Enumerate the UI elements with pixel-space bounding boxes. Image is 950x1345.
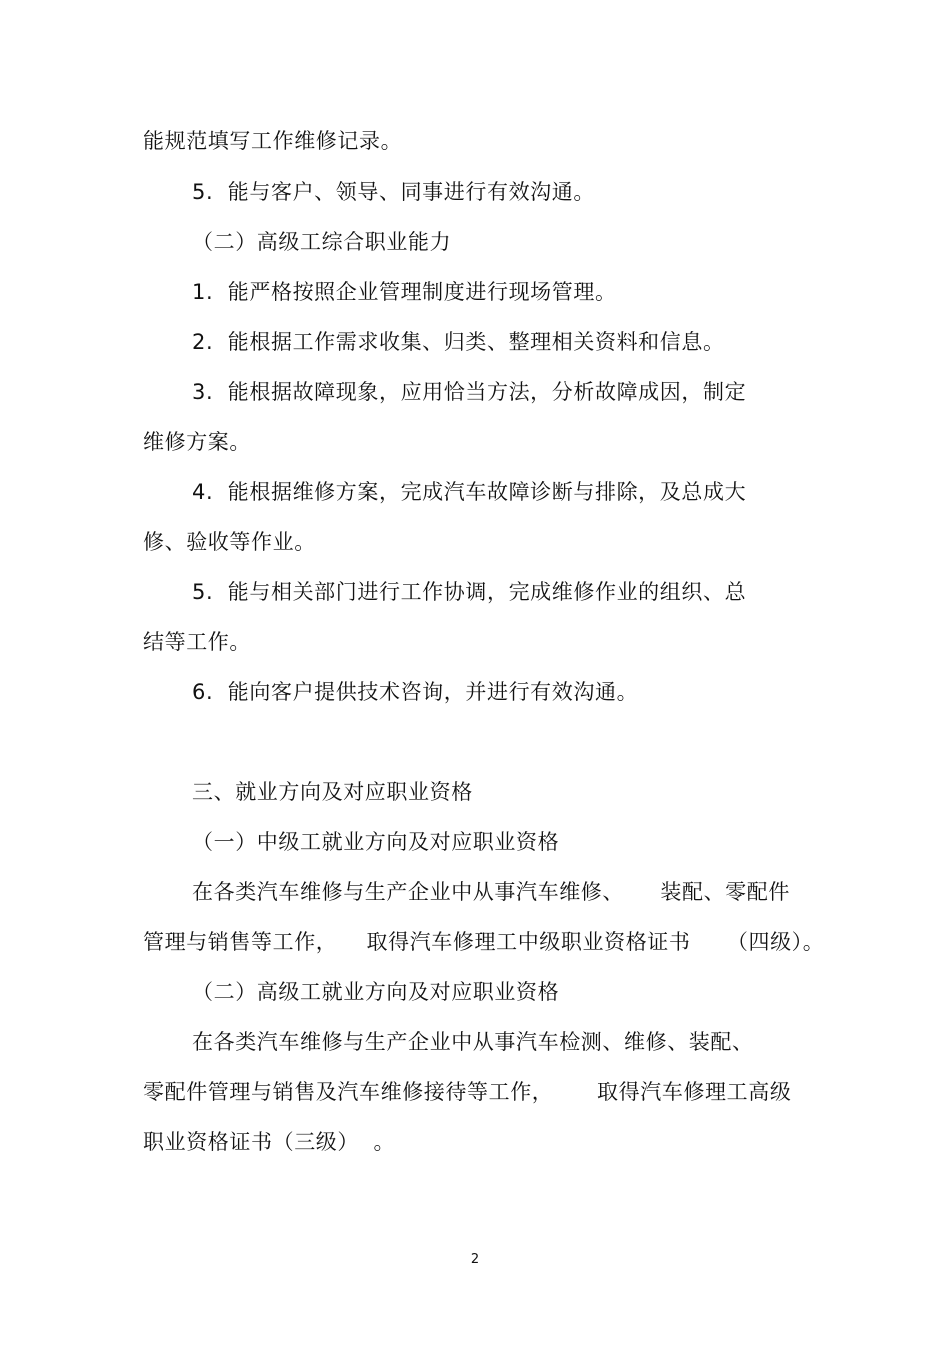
text-line-5: 2. 能根据工作需求收集、归类、整理相关资料和信息。 bbox=[192, 330, 725, 354]
text-line-8: 4. 能根据维修方案，完成汽车故障诊断与排除，及总成大 bbox=[192, 480, 747, 504]
text-line-16: 管理与销售等工作， 取得汽车修理工中级职业资格证书 （四级）。 bbox=[143, 930, 825, 954]
text-line-7: 维修方案。 bbox=[143, 430, 251, 454]
text-line-2: 5. 能与客户、领导、同事进行有效沟通。 bbox=[192, 180, 595, 204]
text-line-4: 1. 能严格按照企业管理制度进行现场管理。 bbox=[192, 280, 617, 304]
section-heading-employment: 三、就业方向及对应职业资格 bbox=[192, 780, 473, 804]
text-line-19: 零配件管理与销售及汽车维修接待等工作， 取得汽车修理工高级 bbox=[143, 1080, 792, 1104]
subheading-advanced-employment: （二）高级工就业方向及对应职业资格 bbox=[192, 980, 560, 1004]
text-line-20: 职业资格证书（三级） 。 bbox=[143, 1130, 396, 1154]
text-line-12: 6. 能向客户提供技术咨询，并进行有效沟通。 bbox=[192, 680, 639, 704]
text-line-10: 5. 能与相关部门进行工作协调，完成维修作业的组织、总 bbox=[192, 580, 747, 604]
page-number: 2 bbox=[470, 1252, 480, 1267]
text-line-18: 在各类汽车维修与生产企业中从事汽车检测、维修、装配、 bbox=[192, 1030, 754, 1054]
text-line-15: 在各类汽车维修与生产企业中从事汽车维修、 装配、零配件 bbox=[192, 880, 790, 904]
subheading-intermediate-employment: （一）中级工就业方向及对应职业资格 bbox=[192, 830, 560, 854]
text-line-9: 修、验收等作业。 bbox=[143, 530, 316, 554]
text-line-11: 结等工作。 bbox=[143, 630, 251, 654]
text-line-6: 3. 能根据故障现象，应用恰当方法，分析故障成因，制定 bbox=[192, 380, 747, 404]
subheading-advanced-ability: （二）高级工综合职业能力 bbox=[192, 230, 452, 254]
text-line-1: 能规范填写工作维修记录。 bbox=[143, 129, 403, 153]
